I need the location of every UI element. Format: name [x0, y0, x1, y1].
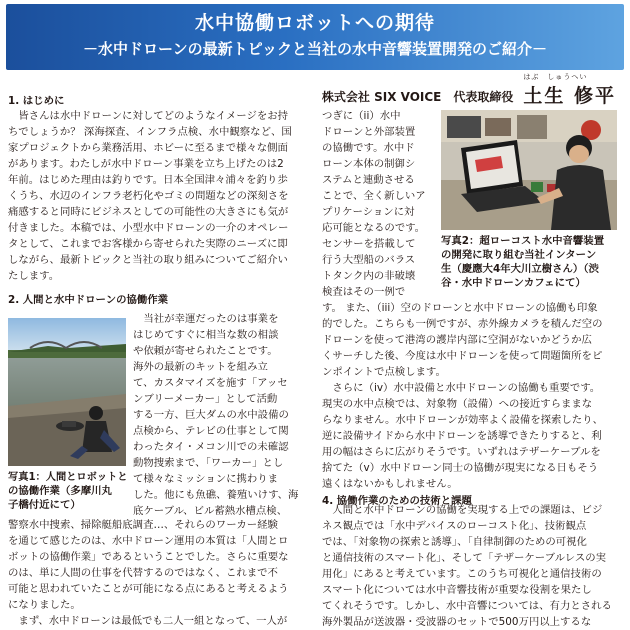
- text-line: 逆に設備サイドから水中ドローンを誘導できたりすると、利: [322, 430, 602, 442]
- caption-line: 生（慶應大4年大川立樹さん）（渋: [441, 263, 599, 275]
- text-line: 検査はその一例で: [322, 286, 406, 298]
- text-line: 家プロジェクトから業務活用、ホビーに至るまで様々な側面: [8, 142, 288, 154]
- text-line: 応可能となるのです。: [322, 222, 426, 234]
- text-line: ドローンと外部装置: [322, 126, 416, 138]
- caption-line: の開発に取り組む当社インターン: [441, 249, 597, 261]
- text-line: 皆さんは水中ドローンに対してどのようなイメージをお持: [8, 110, 289, 122]
- text-line: ネス観点では「水中デバイスのローコスト化」、技術観点: [322, 520, 587, 532]
- caption-line: の協働作業（多摩川丸: [8, 485, 112, 497]
- text-line: があります。わたしが水中ドローン事業を立ち上げたのは2: [8, 158, 284, 170]
- photo-1-caption: [8, 470, 130, 512]
- text-line: す。 また、（iii）空のドローンと水中ドローンの協働も印象: [322, 302, 598, 314]
- column-2-side-text: [322, 108, 426, 300]
- text-line: 痛感すると同時にビジネスとしての可能性の大きさにも気が: [8, 206, 289, 218]
- section-1-heading: 1. はじめに: [8, 95, 65, 107]
- text-line: 用の幅はさらに広がりそうです。いずれはテザーケーブルを: [322, 446, 601, 458]
- author-block: [322, 72, 616, 108]
- text-line: を通じて感じたのは、水中ドローン運用の本質は「人間とロ: [8, 535, 289, 547]
- section-1-body: [8, 108, 292, 284]
- text-line: プリケーションに対: [322, 206, 415, 218]
- text-line: と通信技術のスマート化」、そして「テザーケーブルレスの実: [322, 552, 607, 564]
- text-line: 行う大型船のバラス: [322, 254, 416, 266]
- author-ruby: はぶ しゅうへい: [523, 73, 588, 81]
- photo-intern-lab: [441, 110, 617, 230]
- text-line: て、カスタマイズを施す「アッセ: [133, 377, 288, 389]
- text-line: 的でした。こちらも一例ですが、赤外線カメラを積んだ空の: [322, 318, 603, 330]
- text-line: センサーを搭載して: [322, 238, 416, 250]
- text-line: 年前。はじめた理由は釣りです。日本全国津々浦々を釣り歩: [8, 174, 288, 186]
- page-subtitle: －水中ドローンの最新トピックと当社の水中音響装置開発のご紹介－: [82, 40, 548, 58]
- text-line: ボットの協働作業」であるということでした。さらに重要な: [8, 551, 289, 563]
- text-line: トタンク内の非破壊: [322, 270, 416, 282]
- text-line: する一方、巨大ダムの水中設備の: [133, 409, 289, 421]
- text-line: まず、水中ドローンは最低でも二人一組となって、一人が: [8, 615, 288, 627]
- text-line: スマート化については水中音響技術が重要な役割を果たし: [322, 584, 592, 596]
- text-line: ンポイントで点検します。: [322, 366, 446, 378]
- text-line: ローン本体の制御シ: [322, 158, 416, 170]
- text-line: たします。: [8, 270, 60, 282]
- text-line: くうち、水辺のインフラ老朽化やゴミの問題などの深刻さを: [8, 190, 289, 202]
- text-line: 底ケーブル、ビル蓄熱水槽点検、: [133, 505, 288, 517]
- text-line: タとして、これまでお客様から寄せられた実際のニーズに即: [8, 238, 288, 250]
- text-line: 当社が幸運だったのは事業を: [133, 313, 279, 325]
- text-line: つぎに（ii）水中: [322, 110, 401, 122]
- text-line: になりました。: [8, 599, 81, 611]
- text-line: はじめてすぐに相当な数の相談: [133, 329, 279, 341]
- column-2-body: [322, 300, 603, 492]
- text-line: 現実の水中点検では、対象物（設備）への接近すらままな: [322, 398, 593, 410]
- text-line: の協働です。水中ド: [322, 142, 415, 154]
- section-2-heading: 2. 人間と水中ドローンの協働作業: [8, 294, 169, 306]
- text-line: 警察水中捜索、掃除艇船底調査…、それらのワーカー経験: [8, 519, 278, 531]
- section-4-heading: 4. 協働作業のための技術と課題: [322, 495, 472, 507]
- text-line: 可能と思われていたことが可能になる点にあると考えるよう: [8, 583, 289, 595]
- caption-line: 写真2：超ローコスト水中音響装置: [441, 235, 605, 247]
- text-line: 遠くはないかもしれません。: [322, 478, 458, 490]
- text-line: 捨てた（v）水中ドローン同士の協働が現実になる日もそう: [322, 462, 599, 474]
- text-line: くサーチした後、今度は水中ドローンを使って問題箇所をピ: [322, 350, 603, 362]
- text-line: 付きました。本稿では、小型水中ドローンの一介のオペレー: [8, 222, 289, 234]
- photo-2-caption: [441, 234, 604, 290]
- text-line: 動物捜索まで、「ワーカー」とし: [133, 457, 284, 469]
- text-line: 海外の最新のキットを組み立: [133, 361, 268, 373]
- text-line: て様々なミッションに携わりま: [133, 473, 279, 485]
- caption-line: 子橋付近にて）: [8, 499, 81, 511]
- caption-line: 写真1：人間とロボットと: [8, 471, 128, 483]
- author-org: 株式会社 SIX VOICE 代表取締役: [321, 90, 514, 104]
- section-2-body-wide: [8, 517, 289, 629]
- text-line: した。他にも魚礁、養殖いけす、海: [133, 489, 299, 501]
- author-name-wrap: [523, 72, 616, 108]
- caption-line: 谷・水中ドローンカフェにて）: [441, 277, 586, 289]
- text-line: 点検から、テレビの仕事として関: [133, 425, 289, 437]
- text-line: ことで、全く新しいア: [322, 190, 426, 202]
- text-line: のは、単に人間の仕事を代替するのではなく、これまで不: [8, 567, 278, 579]
- title-banner: [6, 4, 624, 70]
- text-line: ステムと連動させる: [322, 174, 415, 186]
- text-line: では、「対象物の探索と誘導」、「自律制御のための可視化: [322, 536, 587, 548]
- page-title: 水中協働ロボットへの期待: [194, 12, 435, 34]
- section-4-body: [322, 502, 612, 630]
- text-line: 人間と水中ドローンの協働を実現する上での課題は、ビジ: [322, 504, 603, 516]
- author-name: 土生 修平: [523, 85, 616, 107]
- text-line: ドローンを使って港湾の護岸内部に空洞がないかどうか広: [322, 334, 592, 346]
- text-line: ちでしょうか？ 深海探査、インフラ点検、水中観察など、国: [8, 126, 292, 138]
- text-line: ンブリーメーカー」として活動: [133, 393, 278, 405]
- text-line: 用化」にあると考えています。このうち可視化と通信技術の: [322, 568, 602, 580]
- photo-river-operators: [8, 318, 126, 466]
- text-line: てくれそうです。しかし、水中音響については、有力とされる: [322, 600, 612, 612]
- text-line: らなりません。水中ドローンが効率よく設備を探索したり、: [322, 414, 603, 426]
- text-line: わったタイ・メコン川での未確認: [133, 441, 289, 453]
- text-line: 海外製品が送波器・受波器のセットで500万円以上するな: [322, 616, 592, 628]
- text-line: さらに（iv）水中設備と水中ドローンの協働も重要です。: [322, 382, 601, 394]
- section-2-body-narrow: [133, 311, 298, 519]
- text-line: や依頼が寄せられたことです。: [133, 345, 278, 357]
- text-line: しながら、最新トピックと当社の取り組みについてご紹介い: [8, 254, 288, 266]
